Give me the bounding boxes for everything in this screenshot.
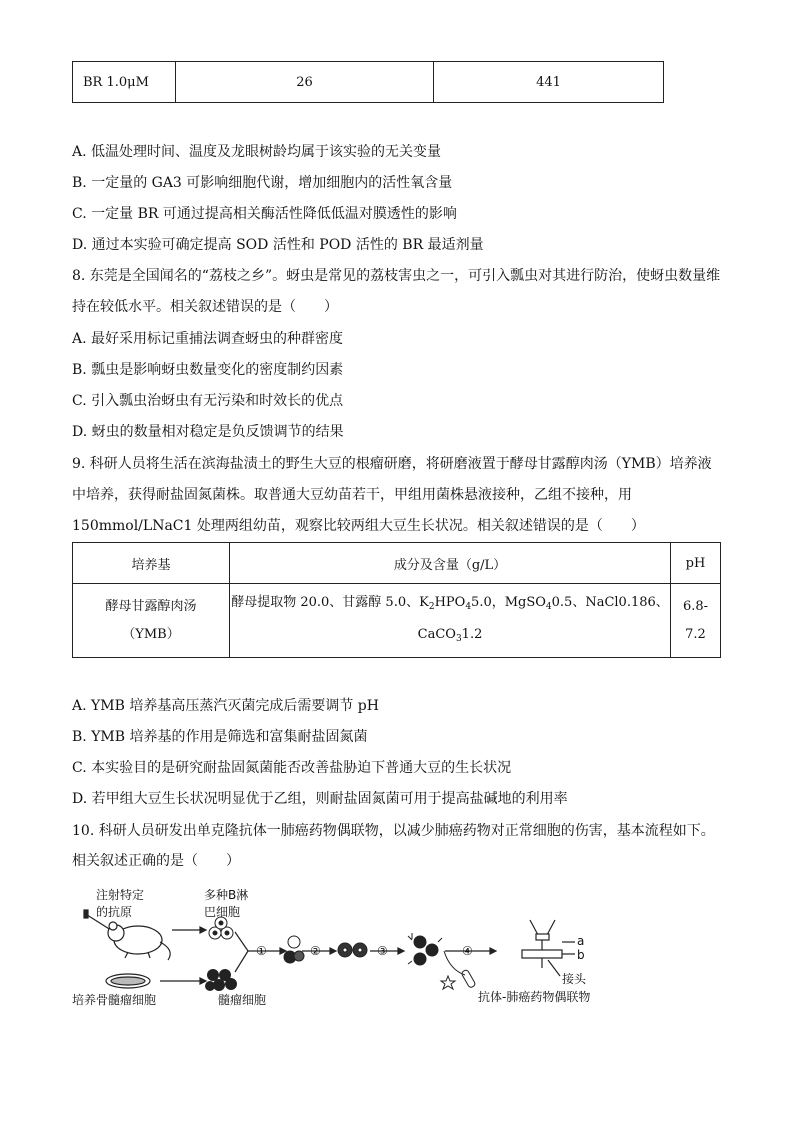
q8-option-c: C. 引入瓢虫治蚜虫有无污染和时效长的优点 xyxy=(72,393,344,409)
table-row xyxy=(73,62,664,103)
q9-stem-cont2: 150mmol/LNaC1 处理两组幼苗，观察比较两组大豆生长状况。相关叙述错误的是（ ） xyxy=(72,518,645,534)
ph-range-end: 7.2 xyxy=(685,626,706,642)
conjugate-label: 抗体-肺癌药物偶联物 xyxy=(478,990,591,1004)
q10-stem-cont: 相关叙述正确的是（ ） xyxy=(72,853,240,869)
culture-myeloma-label: 培养骨髓瘤细胞 xyxy=(72,993,157,1007)
medium-name: 酵母甘露醇肉汤 xyxy=(105,598,197,614)
label-b: b xyxy=(577,948,585,962)
table-cell xyxy=(230,584,671,658)
myeloma-cells xyxy=(205,969,237,991)
q9-stem: 9. 科研人员将生活在滨海盐渍土的野生大豆的根瘤研磨，将研磨液置于酵母甘露醇肉汤（YMB）培养液 xyxy=(72,456,712,472)
hybridoma-cells xyxy=(338,943,367,957)
table-header-cell: pH xyxy=(671,543,721,584)
antibody-drug-conjugate-icon xyxy=(522,920,575,976)
connector-label: 接头 xyxy=(562,972,587,986)
table-cell: 26 xyxy=(176,62,434,103)
fused-cells xyxy=(284,936,304,963)
top-table xyxy=(72,61,664,103)
q9-option-a: A. YMB 培养基高压蒸汽灭菌完成后需要调节 pH xyxy=(72,698,379,714)
step-1-label: ① xyxy=(256,944,267,958)
q8-option-a: A. 最好采用标记重捕法调查蚜虫的种群密度 xyxy=(72,331,344,347)
q9-option-c: C. 本实验目的是研究耐盐固氮菌能否改善盐胁迫下普通大豆的生长状况 xyxy=(72,760,512,776)
table-cell: BR 1.0μM xyxy=(73,62,176,103)
drug-star-icon xyxy=(441,976,455,989)
inject-antigen-label: 注射特定 的抗原 xyxy=(96,888,145,919)
b-lymphocytes xyxy=(209,917,233,939)
step-2-label: ② xyxy=(310,944,321,958)
q7-option-b: B. 一定量的 GA3 可影响细胞代谢，增加细胞内的活性氧含量 xyxy=(72,175,453,191)
q8-stem-cont: 持在较低水平。相关叙述错误的是（ ） xyxy=(72,299,338,315)
q9-stem-cont: 中培养，获得耐盐固氮菌株。取普通大豆幼苗若干，甲组用菌株悬液接种，乙组不接种，用 xyxy=(72,487,632,503)
ph-range-start: 6.8- xyxy=(682,598,709,614)
table-cell xyxy=(671,584,721,658)
b-cell-label: 多种B淋 巴细胞 xyxy=(204,888,249,919)
petri-dish-icon xyxy=(106,974,150,988)
composition-line-1: 酵母提取物 20.0、甘露醇 5.0、$K_2HPO_45.0$，MgSO$_4$0.5、NaCl0.186、 xyxy=(231,594,669,612)
mouse-icon xyxy=(108,922,170,960)
label-a: a xyxy=(577,934,585,948)
table-header-cell: 成分及含量（g/L） xyxy=(230,543,671,584)
q8-stem: 8. 东莞是全国闻名的“荔枝之乡”。蚜虫是常见的荔枝害虫之一，可引入瓢虫对其进行防治，使蚜虫数量维 xyxy=(72,268,721,284)
q7-option-a: A. 低温处理时间、温度及龙眼树龄均属于该实验的无关变量 xyxy=(72,144,442,160)
myeloma-label: 髓瘤细胞 xyxy=(218,993,267,1007)
table-row xyxy=(73,584,721,658)
step-4-label: ④ xyxy=(462,944,473,958)
q9-option-b: B. YMB 培养基的作用是筛选和富集耐盐固氮菌 xyxy=(72,729,368,745)
q7-option-c: C. 一定量 BR 可通过提高相关酶活性降低低温对膜透性的影响 xyxy=(72,206,457,222)
q8-option-d: D. 蚜虫的数量相对稳定是负反馈调节的结果 xyxy=(72,424,344,440)
monoclonal-antibody-flow-diagram xyxy=(70,880,630,1010)
table-cell: 441 xyxy=(434,62,664,103)
composition-line-2: CaCO$_3$1.2 xyxy=(417,626,483,644)
table-cell xyxy=(73,584,230,658)
q9-option-d: D. 若甲组大豆生长状况明显优于乙组，则耐盐固氮菌可用于提高盐碱地的利用率 xyxy=(72,791,568,807)
q8-option-b: B. 瓢虫是影响蚜虫数量变化的密度制约因素 xyxy=(72,362,344,378)
table-header-row xyxy=(73,543,721,584)
medium-table xyxy=(72,542,721,658)
table-header-cell: 培养基 xyxy=(73,543,230,584)
q10-stem: 10. 科研人员研发出单克隆抗体一肺癌药物偶联物，以减少肺癌药物对正常细胞的伤害，基本流程如下。 xyxy=(72,823,715,839)
q7-option-d: D. 通过本实验可确定提高 SOD 活性和 POD 活性的 BR 最适剂量 xyxy=(72,237,484,253)
medium-abbr: （YMB） xyxy=(122,626,180,642)
step-3-label: ③ xyxy=(377,944,388,958)
antibody-producing-cells xyxy=(408,933,442,965)
